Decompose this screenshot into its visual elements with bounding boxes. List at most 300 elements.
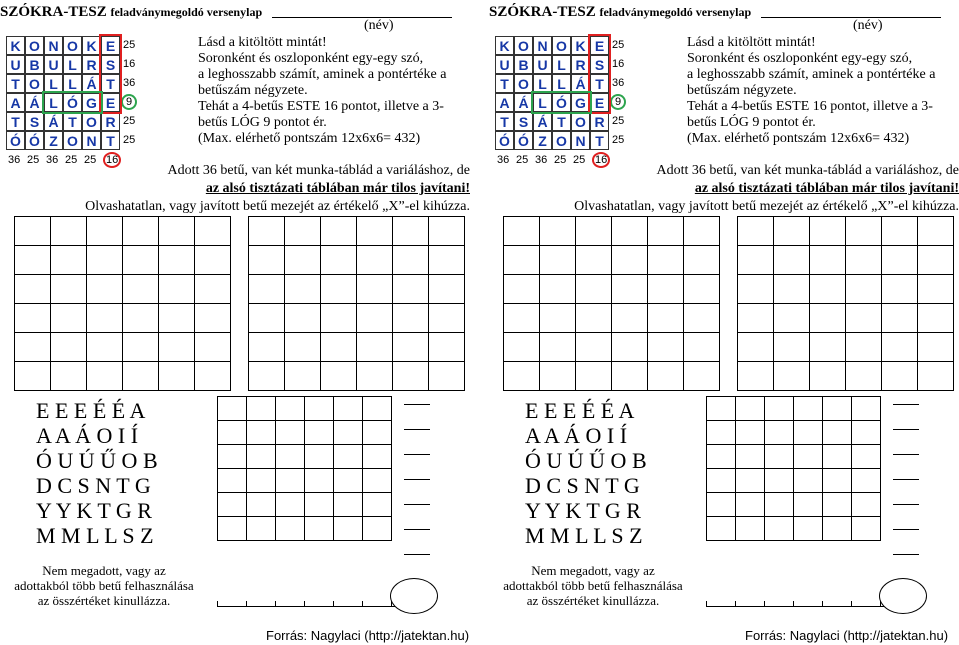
grid-cell[interactable] [51,217,87,246]
row-score: 9 [610,94,626,110]
grid-cell[interactable] [363,421,392,445]
grid-cell[interactable] [363,397,392,421]
grid-cell[interactable] [15,217,51,246]
grid-cell[interactable] [794,517,823,541]
grid-cell[interactable] [285,333,321,362]
grid-cell[interactable] [357,304,393,333]
grid-cell[interactable] [540,362,576,391]
grid-cell[interactable] [285,304,321,333]
grid-cell[interactable] [648,362,684,391]
grid-cell[interactable] [159,362,195,391]
grid-cell[interactable] [321,217,357,246]
grid-cell[interactable] [195,246,231,275]
grid-cell[interactable] [305,469,334,493]
example-cell: T [101,74,120,93]
grid-cell[interactable] [774,217,810,246]
grid-cell[interactable] [159,275,195,304]
grid-cell[interactable] [247,421,276,445]
grid-cell[interactable] [738,246,774,275]
name-label: (név) [853,18,883,33]
score-line[interactable] [893,454,919,455]
grid-cell[interactable] [846,246,882,275]
grid-cell[interactable] [846,362,882,391]
grid-cell[interactable] [159,333,195,362]
example-cell: K [82,36,101,55]
grid-cell[interactable] [87,304,123,333]
grid-cell[interactable] [810,333,846,362]
column-score: 25 [573,154,586,166]
grid-cell[interactable] [882,362,918,391]
grid-cell[interactable] [707,517,736,541]
grid-cell[interactable] [648,304,684,333]
example-cell: Á [514,93,533,112]
grid-cell[interactable] [195,275,231,304]
grid-cell[interactable] [576,246,612,275]
grid-cell[interactable] [612,304,648,333]
column-score: 16 [103,152,121,168]
row-score: 25 [123,134,136,146]
grid-cell[interactable] [684,362,720,391]
score-tick [304,601,305,607]
grid-cell[interactable] [576,304,612,333]
grid-cell[interactable] [852,397,881,421]
grid-cell[interactable] [249,217,285,246]
grid-cell[interactable] [684,333,720,362]
sheet-title: SZÓKRA-TESZ feladványmegoldó versenylap [489,4,752,20]
example-cell: L [552,74,571,93]
grid-cell[interactable] [305,445,334,469]
score-line[interactable] [893,554,919,555]
grid-cell[interactable] [15,275,51,304]
row-score: 36 [123,77,136,89]
grid-cell[interactable] [774,275,810,304]
grid-cell[interactable] [684,246,720,275]
grid-cell[interactable] [285,217,321,246]
rules: Adott 36 betű, van két munka-táblád a variáláshoz, de az alsó tisztázati táblában már tilos javítani! Olvashatatlan, vagy javított betű mezejét az értékelő „X”-el kihúzza. [574,163,959,214]
grid-cell[interactable] [357,362,393,391]
name-line[interactable] [272,17,452,18]
grid-cell[interactable] [218,517,247,541]
grid-cell[interactable] [334,421,363,445]
score-line[interactable] [404,504,430,505]
example-cell: R [101,112,120,131]
grid-cell[interactable] [576,217,612,246]
grid-cell[interactable] [576,275,612,304]
grid-cell[interactable] [765,517,794,541]
column-score: 25 [516,154,529,166]
grid-cell[interactable] [707,421,736,445]
grid-cell[interactable] [123,362,159,391]
grid-cell[interactable] [774,362,810,391]
grid-cell[interactable] [612,217,648,246]
grid-cell[interactable] [738,275,774,304]
grid-cell[interactable] [823,421,852,445]
grid-cell[interactable] [540,246,576,275]
grid-cell[interactable] [393,217,429,246]
name-label: (név) [364,18,394,33]
example-cell: O [25,36,44,55]
score-line[interactable] [404,554,430,555]
grid-cell[interactable] [810,217,846,246]
row-score: 16 [612,58,625,70]
score-tick [217,601,218,607]
grid-cell[interactable] [429,246,465,275]
grid-cell[interactable] [195,217,231,246]
grid-cell[interactable] [736,397,765,421]
score-line[interactable] [404,404,430,405]
example-cell: K [6,36,25,55]
grid-cell[interactable] [882,275,918,304]
given-letters: E E E É É A A A Á O I Í Ó U Ú Ű O B D C S N T G Y Y K T G R M M L L S Z [525,398,647,548]
grid-cell[interactable] [846,217,882,246]
example-cell: Ó [495,131,514,150]
score-line[interactable] [893,429,919,430]
grid-cell[interactable] [218,445,247,469]
grid-cell[interactable] [285,362,321,391]
grid-cell[interactable] [918,304,954,333]
grid-cell[interactable] [774,333,810,362]
grid-cell[interactable] [765,445,794,469]
grid-cell[interactable] [159,246,195,275]
grid-cell[interactable] [393,304,429,333]
grid-cell[interactable] [305,397,334,421]
grid-cell[interactable] [738,217,774,246]
grid-cell[interactable] [87,217,123,246]
grid-cell[interactable] [249,362,285,391]
column-score: 25 [84,154,97,166]
grid-cell[interactable] [810,304,846,333]
grid-cell[interactable] [823,517,852,541]
grid-cell[interactable] [363,469,392,493]
example-cell: B [25,55,44,74]
grid-cell[interactable] [51,246,87,275]
example-cell: L [63,74,82,93]
example-cell: U [495,55,514,74]
score-line[interactable] [893,504,919,505]
grid-cell[interactable] [576,362,612,391]
grid-cell[interactable] [918,217,954,246]
grid-cell[interactable] [285,246,321,275]
grid-cell[interactable] [576,333,612,362]
grid-cell[interactable] [321,246,357,275]
score-line[interactable] [893,529,919,530]
grid-cell[interactable] [918,246,954,275]
work-grid-2[interactable] [737,216,954,391]
grid-cell[interactable] [882,217,918,246]
grid-cell[interactable] [51,362,87,391]
example-cell: N [533,36,552,55]
grid-cell[interactable] [882,333,918,362]
grid-cell[interactable] [504,333,540,362]
example-cell: A [6,93,25,112]
grid-cell[interactable] [363,517,392,541]
grid-cell[interactable] [774,304,810,333]
example-cell: O [63,131,82,150]
grid-cell[interactable] [247,493,276,517]
score-line[interactable] [893,479,919,480]
example-cell: T [590,74,609,93]
grid-cell[interactable] [321,275,357,304]
example-cell: A [495,93,514,112]
grid-cell[interactable] [612,275,648,304]
score-tick [333,601,334,607]
grid-cell[interactable] [429,217,465,246]
grid-cell[interactable] [195,304,231,333]
grid-cell[interactable] [429,304,465,333]
grid-cell[interactable] [852,517,881,541]
grid-cell[interactable] [15,246,51,275]
grid-cell[interactable] [707,397,736,421]
grid-cell[interactable] [249,333,285,362]
grid-cell[interactable] [51,304,87,333]
grid-cell[interactable] [249,304,285,333]
grid-cell[interactable] [393,246,429,275]
grid-cell[interactable] [15,304,51,333]
grid-cell[interactable] [504,362,540,391]
grid-cell[interactable] [810,362,846,391]
grid-cell[interactable] [684,275,720,304]
total-score-oval[interactable] [879,578,927,614]
grid-cell[interactable] [363,493,392,517]
grid-cell[interactable] [736,493,765,517]
grid-cell[interactable] [15,362,51,391]
grid-cell[interactable] [882,246,918,275]
grid-cell[interactable] [765,493,794,517]
grid-cell[interactable] [707,493,736,517]
grid-cell[interactable] [357,275,393,304]
grid-cell[interactable] [429,362,465,391]
grid-cell[interactable] [159,304,195,333]
col-score-line[interactable] [706,606,884,607]
work-grid-2[interactable] [248,216,465,391]
grid-cell[interactable] [334,397,363,421]
col-score-line[interactable] [217,606,395,607]
example-cell: T [590,131,609,150]
grid-cell[interactable] [276,469,305,493]
example-cell: O [552,131,571,150]
grid-cell[interactable] [357,333,393,362]
grid-cell[interactable] [736,469,765,493]
grid-cell[interactable] [823,469,852,493]
highlight-row-word [42,91,103,114]
grid-cell[interactable] [852,421,881,445]
grid-cell[interactable] [918,333,954,362]
grid-cell[interactable] [305,517,334,541]
grid-cell[interactable] [794,397,823,421]
example-cell: E [590,36,609,55]
grid-cell[interactable] [357,217,393,246]
row-score: 25 [612,39,625,51]
grid-cell[interactable] [765,397,794,421]
grid-cell[interactable] [736,517,765,541]
example-cell: U [533,55,552,74]
work-grid-1[interactable] [503,216,720,391]
final-grid[interactable] [706,396,881,541]
total-score-oval[interactable] [390,578,438,614]
grid-cell[interactable] [218,469,247,493]
grid-cell[interactable] [393,362,429,391]
grid-cell[interactable] [794,469,823,493]
grid-cell[interactable] [540,304,576,333]
grid-cell[interactable] [736,421,765,445]
grid-cell[interactable] [504,275,540,304]
grid-cell[interactable] [363,445,392,469]
grid-cell[interactable] [852,445,881,469]
score-line[interactable] [404,454,430,455]
grid-cell[interactable] [276,493,305,517]
grid-cell[interactable] [334,493,363,517]
grid-cell[interactable] [823,493,852,517]
grid-cell[interactable] [707,445,736,469]
grid-cell[interactable] [852,469,881,493]
grid-cell[interactable] [736,445,765,469]
score-line[interactable] [404,529,430,530]
score-tick [275,601,276,607]
name-line[interactable] [761,17,941,18]
example-cell: O [25,74,44,93]
row-score: 25 [123,39,136,51]
grid-cell[interactable] [504,304,540,333]
grid-cell[interactable] [504,246,540,275]
grid-cell[interactable] [87,362,123,391]
grid-cell[interactable] [321,362,357,391]
grid-cell[interactable] [334,517,363,541]
grid-cell[interactable] [794,493,823,517]
grid-cell[interactable] [429,333,465,362]
column-score: 25 [27,154,40,166]
grid-cell[interactable] [810,246,846,275]
grid-cell[interactable] [540,217,576,246]
grid-cell[interactable] [276,421,305,445]
grid-cell[interactable] [765,469,794,493]
grid-cell[interactable] [195,362,231,391]
grid-cell[interactable] [87,275,123,304]
grid-cell[interactable] [247,445,276,469]
grid-cell[interactable] [276,445,305,469]
grid-cell[interactable] [648,333,684,362]
grid-cell[interactable] [218,421,247,445]
grid-cell[interactable] [393,333,429,362]
grid-cell[interactable] [810,275,846,304]
grid-cell[interactable] [738,304,774,333]
grid-cell[interactable] [540,333,576,362]
grid-cell[interactable] [247,469,276,493]
grid-cell[interactable] [321,304,357,333]
grid-cell[interactable] [123,246,159,275]
example-cell: Ó [25,131,44,150]
source-credit: Forrás: Nagylaci (http://jatektan.hu) [745,628,949,643]
grid-cell[interactable] [218,397,247,421]
example-cell: S [590,55,609,74]
grid-cell[interactable] [648,246,684,275]
example-cell: L [44,93,63,112]
example-cell: R [571,55,590,74]
grid-cell[interactable] [249,246,285,275]
grid-cell[interactable] [765,421,794,445]
grid-cell[interactable] [334,445,363,469]
grid-cell[interactable] [918,362,954,391]
grid-cell[interactable] [738,362,774,391]
grid-cell[interactable] [918,275,954,304]
grid-cell[interactable] [123,333,159,362]
grid-cell[interactable] [684,304,720,333]
score-line[interactable] [893,404,919,405]
grid-cell[interactable] [612,333,648,362]
grid-cell[interactable] [334,469,363,493]
example-cell: L [533,93,552,112]
grid-cell[interactable] [612,362,648,391]
final-grid[interactable] [217,396,392,541]
grid-cell[interactable] [393,275,429,304]
work-grid-1[interactable] [14,216,231,391]
grid-cell[interactable] [794,421,823,445]
grid-cell[interactable] [195,333,231,362]
example-cell: S [514,112,533,131]
grid-cell[interactable] [87,333,123,362]
grid-cell[interactable] [123,217,159,246]
grid-cell[interactable] [648,275,684,304]
example-cell: Ó [514,131,533,150]
grid-cell[interactable] [504,217,540,246]
score-line[interactable] [404,429,430,430]
grid-cell[interactable] [823,397,852,421]
grid-cell[interactable] [707,469,736,493]
grid-cell[interactable] [429,275,465,304]
example-cell: T [495,74,514,93]
grid-cell[interactable] [846,333,882,362]
grid-cell[interactable] [247,517,276,541]
example-cell: Á [82,74,101,93]
grid-cell[interactable] [123,304,159,333]
grid-cell[interactable] [87,246,123,275]
grid-cell[interactable] [321,333,357,362]
grid-cell[interactable] [794,445,823,469]
example-cell: N [82,131,101,150]
column-score: 36 [46,154,59,166]
grid-cell[interactable] [648,217,684,246]
grid-cell[interactable] [305,421,334,445]
grid-cell[interactable] [823,445,852,469]
grid-cell[interactable] [846,275,882,304]
grid-cell[interactable] [276,397,305,421]
example-cell: R [590,112,609,131]
grid-cell[interactable] [738,333,774,362]
grid-cell[interactable] [15,333,51,362]
grid-cell[interactable] [774,246,810,275]
grid-cell[interactable] [852,493,881,517]
grid-cell[interactable] [684,217,720,246]
grid-cell[interactable] [305,493,334,517]
grid-cell[interactable] [159,217,195,246]
grid-cell[interactable] [540,275,576,304]
grid-cell[interactable] [247,397,276,421]
grid-cell[interactable] [357,246,393,275]
grid-cell[interactable] [612,246,648,275]
grid-cell[interactable] [51,333,87,362]
grid-cell[interactable] [218,493,247,517]
score-line[interactable] [404,479,430,480]
grid-cell[interactable] [882,304,918,333]
grid-cell[interactable] [51,275,87,304]
row-score: 9 [121,94,137,110]
grid-cell[interactable] [249,275,285,304]
grid-cell[interactable] [285,275,321,304]
grid-cell[interactable] [123,275,159,304]
grid-cell[interactable] [276,517,305,541]
grid-cell[interactable] [846,304,882,333]
example-cell: R [82,55,101,74]
row-score: 36 [612,77,625,89]
